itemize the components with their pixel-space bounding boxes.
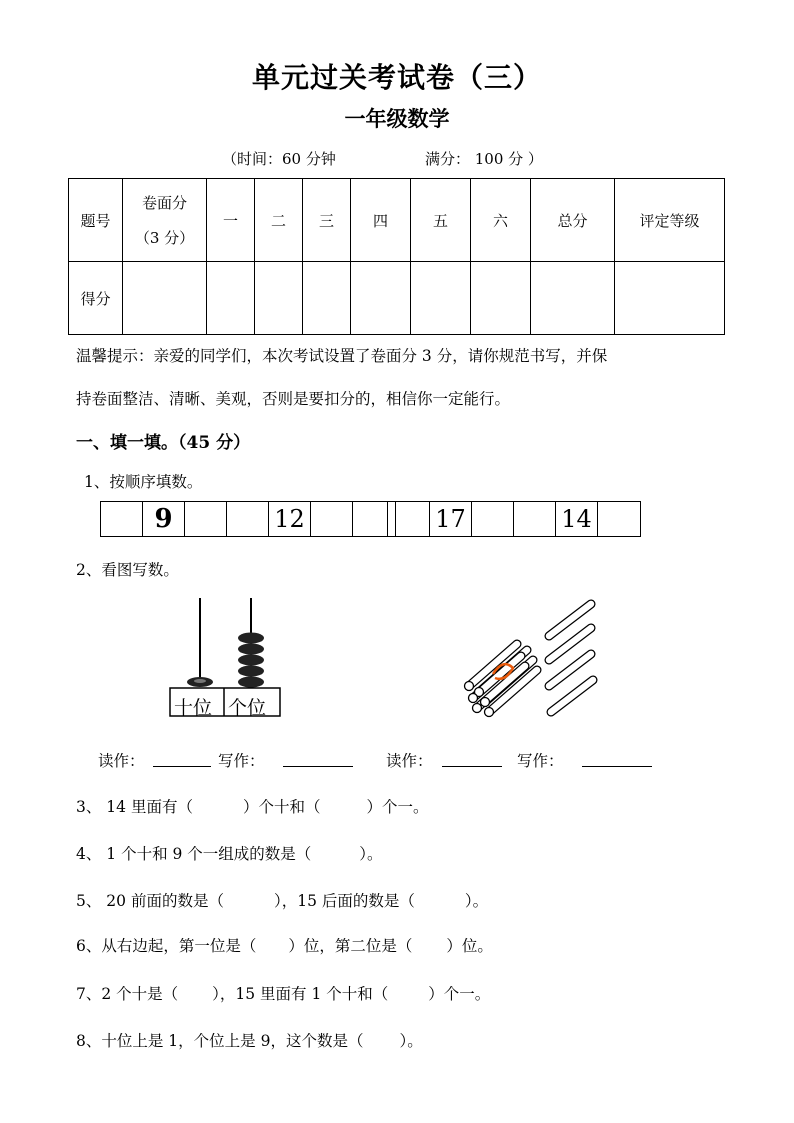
score-cell[interactable] [303, 262, 351, 335]
q5-text-c: ）。 [464, 892, 489, 910]
q6-text-b: ）位，第二位是（ [288, 937, 413, 955]
abacus-bead [238, 677, 264, 688]
score-cell[interactable] [471, 262, 531, 335]
counting-sticks-illustration [455, 598, 605, 724]
q6-text-a: 6、从右边起，第一位是（ [76, 937, 257, 955]
abacus-bead [238, 644, 264, 655]
read-answer-left[interactable] [153, 766, 211, 767]
q8-text-a: 8、十位上是 1，个位上是 9，这个数是（ [76, 1032, 364, 1050]
sequence-cell[interactable] [472, 502, 514, 536]
write-answer-right[interactable] [582, 766, 652, 767]
bead-highlight [194, 679, 206, 683]
abacus-bead [238, 655, 264, 666]
sequence-cell[interactable] [227, 502, 269, 536]
header-cell-5: 五 [411, 179, 471, 262]
score-row-label: 得分 [69, 262, 123, 335]
write-label-left: 写作： [218, 752, 265, 770]
page-subtitle: 一年级数学 [344, 106, 450, 131]
abacus-label-ones: 个位 [228, 697, 267, 719]
header-cell-grade: 评定等级 [615, 179, 725, 262]
neatness-label: 卷面分 [141, 194, 187, 212]
score-cell[interactable] [351, 262, 411, 335]
q7-text-c: ）个一。 [428, 985, 491, 1003]
header-cell-neatness [123, 179, 207, 262]
score-table [68, 178, 725, 335]
neatness-points: （3 分） [134, 229, 195, 247]
q7-text-a: 7、2 个十是（ [76, 985, 179, 1003]
q6-text-c: ）位。 [446, 937, 493, 955]
question-7 [76, 982, 490, 1004]
sequence-cell: 12 [269, 502, 311, 536]
score-cell[interactable] [255, 262, 303, 335]
q5-text-a: 5、 20 前面的数是（ [76, 892, 224, 910]
ones-beads [238, 633, 264, 688]
q8-text-b: ）。 [399, 1032, 423, 1050]
write-label-right: 写作： [517, 752, 564, 770]
abacus-bead [238, 633, 264, 644]
time-limit: （时间：60 分钟 [222, 150, 336, 168]
full-score: 满分： 100 分 ） [425, 150, 543, 168]
score-cell[interactable] [411, 262, 471, 335]
question-6 [76, 934, 493, 956]
sequence-boxes-left [100, 501, 396, 537]
q4-text-a: 4、 1 个十和 9 个一组成的数是（ [76, 845, 312, 863]
sequence-cell[interactable] [185, 502, 227, 536]
sequence-cell: 9 [143, 502, 185, 536]
sequence-boxes-right [387, 501, 641, 537]
tip-line-2: 持卷面整洁、清晰、美观，否则是要扣分的，相信你一定能行。 [76, 390, 511, 408]
header-cell-4: 四 [351, 179, 411, 262]
q3-text-a: 3、 14 里面有（ [76, 798, 193, 816]
sequence-cell[interactable] [388, 502, 430, 536]
page-title: 单元过关考试卷（三） [251, 61, 542, 94]
tip-line-1: 温馨提示：亲爱的同学们，本次考试设置了卷面分 3 分，请你规范书写，并保 [76, 347, 608, 365]
write-answer-left[interactable] [283, 766, 353, 767]
header-cell-question-no: 题号 [69, 179, 123, 262]
q3-text-b: ）个十和（ [242, 798, 321, 816]
stick-bundle [465, 644, 538, 717]
question-8 [76, 1029, 423, 1051]
sequence-cell: 14 [556, 502, 598, 536]
q7-text-b: ），15 里面有 1 个十和（ [212, 985, 389, 1003]
q5-text-b: ），15 后面的数是（ [273, 892, 415, 910]
header-cell-1: 一 [207, 179, 255, 262]
read-answer-right[interactable] [442, 766, 502, 767]
header-cell-6: 六 [471, 179, 531, 262]
sequence-cell[interactable] [311, 502, 353, 536]
tens-beads [187, 677, 213, 687]
sequence-cell: 17 [430, 502, 472, 536]
header-cell-total: 总分 [531, 179, 615, 262]
q3-text-c: ）个一。 [366, 798, 429, 816]
single-sticks [549, 604, 593, 712]
read-label-right: 读作： [386, 752, 433, 770]
header-cell-2: 二 [255, 179, 303, 262]
q4-text-b: ）。 [359, 845, 383, 863]
question-5 [76, 889, 488, 911]
sequence-cell[interactable] [598, 502, 640, 536]
question-1: 1、按顺序填数。 [84, 473, 203, 491]
sequence-cell[interactable] [514, 502, 556, 536]
question-4 [76, 842, 383, 864]
question-3 [76, 795, 428, 817]
abacus-bead [238, 666, 264, 677]
header-cell-3: 三 [303, 179, 351, 262]
score-cell[interactable] [123, 262, 207, 335]
section-1-heading: 一、填一填。（45 分） [76, 433, 251, 453]
score-cell[interactable] [531, 262, 615, 335]
score-cell[interactable] [207, 262, 255, 335]
abacus-label-tens: 十位 [174, 697, 213, 719]
question-2: 2、看图写数。 [76, 561, 179, 579]
score-cell[interactable] [615, 262, 725, 335]
sequence-cell[interactable] [101, 502, 143, 536]
read-label-left: 读作： [98, 752, 145, 770]
